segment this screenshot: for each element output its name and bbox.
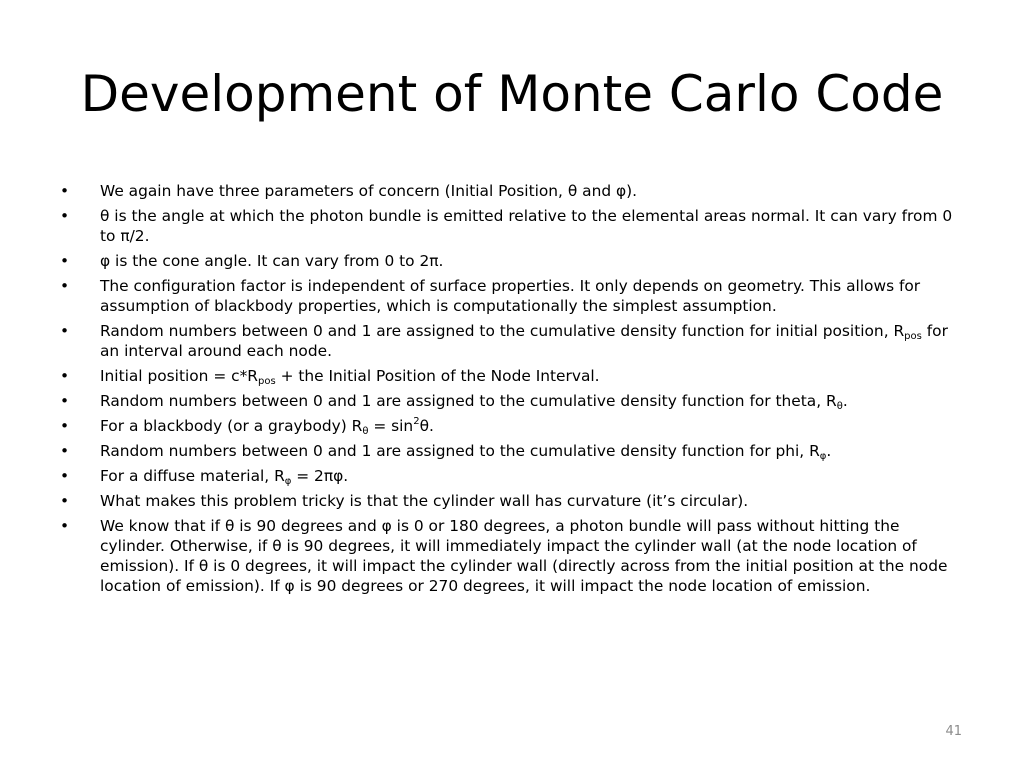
bullet-segment: for an interval around each node. [100,322,948,360]
bullet-dot-icon: • [60,322,70,340]
bullet-item [60,466,960,486]
bullet-list [60,181,960,596]
bullet-item [60,251,960,271]
bullet-item [60,181,960,201]
bullet-text [100,417,434,435]
bullet-dot-icon: • [60,467,70,485]
bullet-segment: The configuration factor is independent of surface properties. It only depends on geometry. This allows for assumption of blackbody properties, which is computationally the simplest assumption. [100,277,921,315]
subscript-text: pos [904,331,922,342]
bullet-segment: Random numbers between 0 and 1 are assigned to the cumulative density function for initial position, R [100,322,905,340]
bullet-segment: φ is the cone angle. It can vary from 0 to 2π. [100,252,444,270]
bullet-item [60,491,960,511]
bullet-dot-icon: • [60,182,70,200]
slide-title: Development of Monte Carlo Code [80,65,944,123]
subscript-text: θ [836,401,843,412]
bullet-text [100,367,600,385]
slide-content [60,181,960,601]
bullet-item [60,321,960,361]
bullet-segment: Random numbers between 0 and 1 are assigned to the cumulative density function for phi, R [100,442,820,460]
bullet-segment: We know that if θ is 90 degrees and φ is 0 or 180 degrees, a photon bundle will pass without hitting the cylinder. Otherwise, if θ is 90 degrees, it will immediately impact the cylinder wall (at the node location of emission). If θ is 0 degrees, it will impact the cylinder wall (directly across from the initial position at the node location of emission). If φ is 90 degrees or 270 degrees, it will impact the node location of emission. [100,517,948,595]
bullet-dot-icon: • [60,252,70,270]
bullet-item [60,441,960,461]
subscript-text: θ [362,426,369,437]
bullet-segment: + the Initial Position of the Node Interval. [275,367,600,385]
bullet-item [60,416,960,436]
bullet-item [60,206,960,246]
bullet-segment: Initial position = c*R [100,367,258,385]
bullet-segment: For a diffuse material, R [100,467,285,485]
bullet-dot-icon: • [60,517,70,535]
subscript-text: φ [819,451,827,462]
bullet-text [100,492,748,510]
bullet-text [100,392,848,410]
superscript-text: 2 [413,416,420,427]
bullet-segment: Random numbers between 0 and 1 are assigned to the cumulative density function for theta, R [100,392,837,410]
bullet-dot-icon: • [60,277,70,295]
bullet-text [100,252,443,270]
bullet-segment: For a blackbody (or a graybody) R [100,417,363,435]
bullet-text [100,322,948,360]
bullet-segment: = sin [368,417,414,435]
page-number: 41 [945,724,962,739]
bullet-dot-icon: • [60,367,70,385]
bullet-segment: = 2πφ. [291,467,349,485]
bullet-item [60,366,960,386]
bullet-dot-icon: • [60,492,70,510]
bullet-dot-icon: • [60,442,70,460]
bullet-segment: . [842,392,848,410]
bullet-segment: θ. [419,417,434,435]
bullet-dot-icon: • [60,417,70,435]
bullet-item [60,276,960,316]
bullet-text [100,517,947,595]
bullet-item [60,516,960,596]
bullet-text [100,182,637,200]
bullet-text [100,442,831,460]
bullet-dot-icon: • [60,207,70,225]
bullet-text [100,467,348,485]
bullet-segment: θ is the angle at which the photon bundle is emitted relative to the elemental areas normal. It can vary from 0 to π/2. [100,207,953,245]
subscript-text: pos [257,376,276,387]
bullet-text [100,277,920,315]
bullet-segment: What makes this problem tricky is that the cylinder wall has curvature (it’s circular). [100,492,749,510]
bullet-segment: We again have three parameters of concern (Initial Position, θ and φ). [100,182,638,200]
bullet-text [100,207,952,245]
subscript-text: φ [284,476,292,487]
bullet-segment: . [826,442,832,460]
bullet-item [60,391,960,411]
bullet-dot-icon: • [60,392,70,410]
